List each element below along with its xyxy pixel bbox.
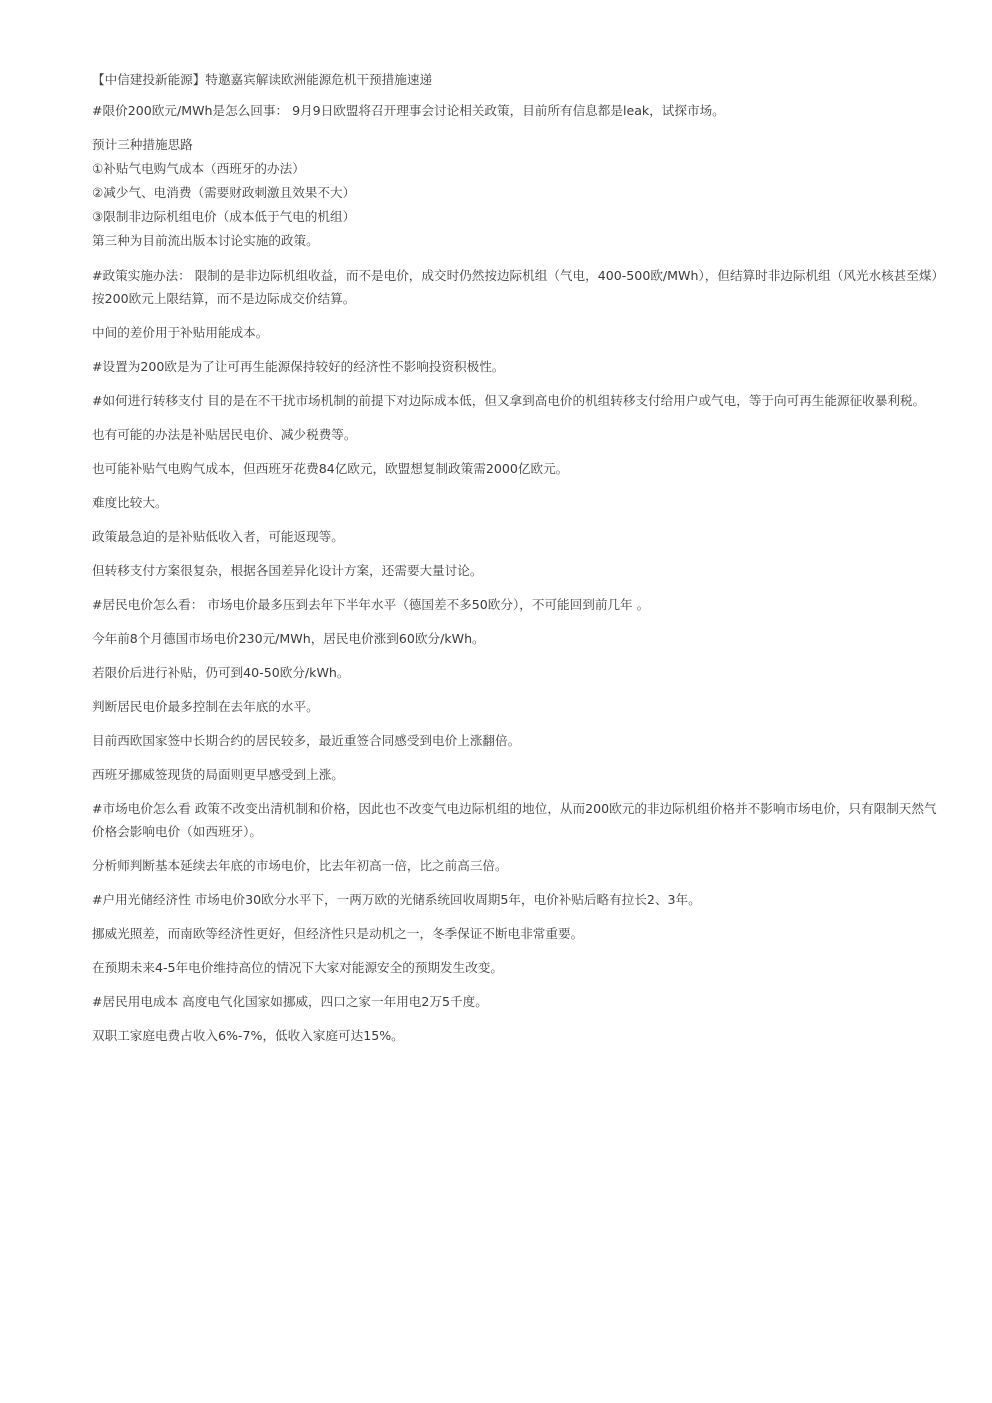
paragraph: 在预期未来4-5年电价维持高位的情况下大家对能源安全的预期发生改变。 — [92, 960, 503, 975]
paragraph: 也可能补贴气电购气成本，但西班牙花费84亿欧元，欧盟想复制政策需2000亿欧元。 — [92, 461, 569, 476]
paragraph: 双职工家庭电费占收入6%-7%，低收入家庭可达15%。 — [92, 1028, 404, 1043]
paragraph: 政策最急迫的是补贴低收入者，可能返现等。 — [92, 529, 344, 544]
list-item: ②减少气、电消费（需要财政刺激且效果不大） — [92, 185, 356, 200]
paragraph: 目前西欧国家签中长期合约的居民较多，最近重签合同感受到电价上涨翻倍。 — [92, 733, 521, 748]
paragraph: #政策实施办法： 限制的是非边际机组收益，而不是电价，成交时仍然按边际机组（气电，400-500欧/MWh），但结算时非边际机组（风光水核甚至煤）按200欧元上限结算，而不是边际成交价结算。 — [92, 268, 938, 306]
paragraph: 今年前8个月德国市场电价230元/MWh，居民电价涨到60欧分/kWh。 — [92, 631, 485, 646]
paragraph: #市场电价怎么看 政策不改变出清机制和价格，因此也不改变气电边际机组的地位，从而200欧元的非边际机组价格并不影响市场电价，只有限制天然气价格会影响电价（如西班牙）。 — [92, 801, 937, 839]
paragraph: 但转移支付方案很复杂，根据各国差异化设计方案，还需要大量讨论。 — [92, 563, 483, 578]
paragraph: 若限价后进行补贴，仍可到40-50欧分/kWh。 — [92, 665, 350, 680]
paragraph: #居民用电成本 高度电气化国家如挪威，四口之家一年用电2万5千度。 — [92, 994, 488, 1009]
list-conclusion: 第三种为目前流出版本讨论实施的政策。 — [92, 233, 319, 248]
paragraph: 判断居民电价最多控制在去年底的水平。 — [92, 699, 319, 714]
paragraph: #设置为200欧是为了让可再生能源保持较好的经济性不影响投资积极性。 — [92, 359, 505, 374]
list-heading: 预计三种措施思路 — [92, 137, 193, 152]
paragraph: 也有可能的办法是补贴居民电价、减少税费等。 — [92, 427, 357, 442]
paragraph: #居民电价怎么看： 市场电价最多压到去年下半年水平（德国差不多50欧分），不可能回到前几年 。 — [92, 597, 650, 612]
paragraph: 分析师判断基本延续去年底的市场电价，比去年初高一倍，比之前高三倍。 — [92, 858, 508, 873]
document-page — [92, 68, 940, 1058]
paragraph: #如何进行转移支付 目的是在不干扰市场机制的前提下对边际成本低，但又拿到高电价的机组转移支付给用户或气电，等于向可再生能源征收暴利税。 — [92, 393, 926, 408]
list-item: ③限制非边际机组电价（成本低于气电的机组） — [92, 209, 356, 224]
measures-list — [92, 133, 940, 253]
paragraph: 中间的差价用于补贴用能成本。 — [92, 325, 269, 340]
paragraph: #户用光储经济性 市场电价30欧分水平下，一两万欧的光储系统回收周期5年，电价补贴后略有拉长2、3年。 — [92, 892, 701, 907]
list-item: ①补贴气电购气成本（西班牙的办法） — [92, 161, 305, 176]
paragraph: 难度比较大。 — [92, 495, 168, 510]
paragraph: 挪威光照差，而南欧等经济性更好，但经济性只是动机之一，冬季保证不断电非常重要。 — [92, 926, 584, 941]
document-title: 【中信建投新能源】特邀嘉宾解读欧洲能源危机干预措施速递 — [92, 72, 433, 87]
paragraph-price-cap-intro: #限价200欧元/MWh是怎么回事： 9月9日欧盟将召开理事会讨论相关政策，目前所有信息都是leak，试探市场。 — [92, 103, 725, 118]
paragraph: 西班牙挪威签现货的局面则更早感受到上涨。 — [92, 767, 344, 782]
